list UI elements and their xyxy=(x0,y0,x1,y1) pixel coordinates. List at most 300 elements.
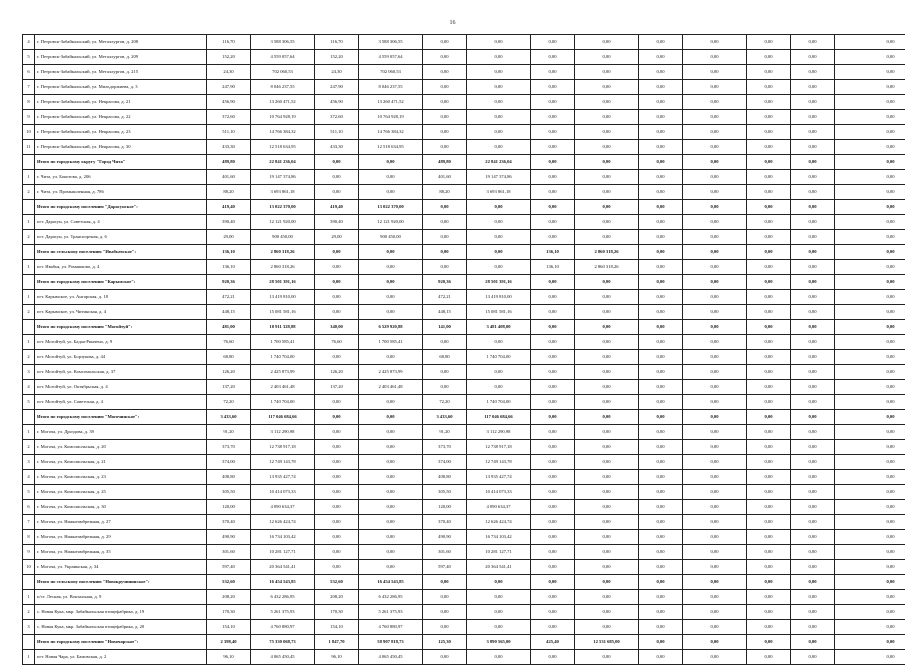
value-cell: 390,40 xyxy=(207,215,251,230)
value-cell: 0,00 xyxy=(423,605,467,620)
value-cell: 0,00 xyxy=(835,500,905,515)
value-cell: 0,00 xyxy=(835,590,905,605)
total-label-cell: Итого по городскому поселению "Могойтуй": xyxy=(35,320,207,335)
row-number-cell: 1 xyxy=(23,335,35,350)
value-cell: 0,00 xyxy=(467,200,531,215)
table-total-row xyxy=(23,635,905,650)
value-cell: 0,00 xyxy=(531,125,575,140)
value-cell: 489,80 xyxy=(207,155,251,170)
value-cell: 0,00 xyxy=(639,290,683,305)
value-cell: 0,00 xyxy=(791,485,835,500)
value-cell: 12 518 634,95 xyxy=(251,140,315,155)
value-cell: 0,00 xyxy=(575,395,639,410)
value-cell: 0,00 xyxy=(747,590,791,605)
value-cell: 24,30 xyxy=(207,65,251,80)
row-number-cell: 1 xyxy=(23,650,35,665)
value-cell: 0,00 xyxy=(835,65,905,80)
value-cell: 0,00 xyxy=(315,455,359,470)
value-cell: 6 432 286,95 xyxy=(359,590,423,605)
value-cell: 0,00 xyxy=(683,140,747,155)
table-total-row xyxy=(23,200,905,215)
value-cell: 0,00 xyxy=(835,290,905,305)
row-number-cell: 6 xyxy=(23,500,35,515)
value-cell: 1 740 704,00 xyxy=(251,395,315,410)
value-cell: 0,00 xyxy=(467,50,531,65)
table-row xyxy=(23,425,905,440)
row-number-cell: 5 xyxy=(23,395,35,410)
value-cell: 116,70 xyxy=(207,35,251,50)
table-row xyxy=(23,395,905,410)
value-cell: 0,00 xyxy=(791,155,835,170)
value-cell: 472,21 xyxy=(423,290,467,305)
value-cell: 0,00 xyxy=(835,485,905,500)
value-cell: 0,00 xyxy=(683,470,747,485)
value-cell: 0,00 xyxy=(683,635,747,650)
value-cell: 4 065 450,45 xyxy=(251,650,315,665)
value-cell: 305,50 xyxy=(423,485,467,500)
table-row xyxy=(23,215,905,230)
value-cell: 0,00 xyxy=(747,545,791,560)
value-cell: 532,60 xyxy=(207,575,251,590)
address-cell: г. Петровск-Забайкальский, ул. Металлургов, д. 209 xyxy=(35,50,207,65)
value-cell: 0,00 xyxy=(575,65,639,80)
value-cell: 0,00 xyxy=(683,260,747,275)
value-cell: 6 529 920,88 xyxy=(359,320,423,335)
value-cell: 136,10 xyxy=(207,260,251,275)
value-cell: 456,90 xyxy=(207,95,251,110)
value-cell: 0,00 xyxy=(467,605,531,620)
address-cell: пгт. Карымское, ул. Ангарская, д. 18 xyxy=(35,290,207,305)
value-cell: 0,00 xyxy=(639,305,683,320)
value-cell: 0,00 xyxy=(315,425,359,440)
value-cell: 0,00 xyxy=(835,140,905,155)
value-cell: 0,00 xyxy=(791,95,835,110)
row-number-cell: 4 xyxy=(23,470,35,485)
value-cell: 0,00 xyxy=(575,125,639,140)
value-cell: 96,10 xyxy=(315,650,359,665)
value-cell: 0,00 xyxy=(747,410,791,425)
value-cell: 0,00 xyxy=(467,35,531,50)
value-cell: 0,00 xyxy=(531,215,575,230)
value-cell: 0,00 xyxy=(791,320,835,335)
value-cell: 0,00 xyxy=(359,425,423,440)
value-cell: 433,30 xyxy=(315,140,359,155)
row-number-cell: 10 xyxy=(23,125,35,140)
value-cell: 372,60 xyxy=(315,110,359,125)
value-cell: 0,00 xyxy=(747,440,791,455)
value-cell: 3 112 290,98 xyxy=(467,425,531,440)
address-cell: г. Петровск-Забайкальский, ул. Металлургов, д. 208 xyxy=(35,35,207,50)
value-cell: 0,00 xyxy=(791,365,835,380)
total-label-cell: Итого по городскому поселению "Дарасунское": xyxy=(35,200,207,215)
value-cell: 4 090 634,37 xyxy=(467,500,531,515)
value-cell: 0,00 xyxy=(747,65,791,80)
table-total-row xyxy=(23,410,905,425)
value-cell: 0,00 xyxy=(315,185,359,200)
value-cell: 0,00 xyxy=(835,650,905,665)
value-cell: 0,00 xyxy=(639,275,683,290)
value-cell: 0,00 xyxy=(683,275,747,290)
value-cell: 0,00 xyxy=(359,470,423,485)
value-cell: 0,00 xyxy=(531,440,575,455)
row-number-cell: 5 xyxy=(23,50,35,65)
value-cell: 0,00 xyxy=(359,410,423,425)
row-number-cell: 3 xyxy=(23,620,35,635)
value-cell: 0,00 xyxy=(639,335,683,350)
value-cell: 0,00 xyxy=(791,185,835,200)
value-cell: 0,00 xyxy=(683,290,747,305)
value-cell: 0,00 xyxy=(639,185,683,200)
value-cell: 0,00 xyxy=(791,515,835,530)
value-cell: 4 559 057,64 xyxy=(359,50,423,65)
value-cell: 0,00 xyxy=(835,380,905,395)
value-cell: 170,30 xyxy=(207,605,251,620)
value-cell: 0,00 xyxy=(835,455,905,470)
value-cell: 91,20 xyxy=(207,425,251,440)
value-cell: 0,00 xyxy=(423,50,467,65)
value-cell: 137,20 xyxy=(207,380,251,395)
table-row xyxy=(23,350,905,365)
table-total-row xyxy=(23,575,905,590)
value-cell: 0,00 xyxy=(639,425,683,440)
value-cell: 0,00 xyxy=(835,365,905,380)
address-cell: пгт. Могойтуй, ул. Октябрьская, д. 4 xyxy=(35,380,207,395)
value-cell: 0,00 xyxy=(747,530,791,545)
value-cell: 29,00 xyxy=(207,230,251,245)
row-number-cell xyxy=(23,200,35,215)
value-cell: 0,00 xyxy=(747,560,791,575)
value-cell: 490,90 xyxy=(423,530,467,545)
value-cell: 12 738 917,18 xyxy=(467,440,531,455)
value-cell: 0,00 xyxy=(639,470,683,485)
value-cell: 0,00 xyxy=(683,50,747,65)
value-cell: 0,00 xyxy=(531,50,575,65)
value-cell: 0,00 xyxy=(747,380,791,395)
value-cell: 0,00 xyxy=(359,500,423,515)
value-cell: 597,40 xyxy=(207,560,251,575)
table-row xyxy=(23,95,905,110)
value-cell: 0,00 xyxy=(639,320,683,335)
table-row xyxy=(23,620,905,635)
value-cell: 0,00 xyxy=(683,500,747,515)
value-cell: 117 046 684,66 xyxy=(251,410,315,425)
value-cell: 12 626 424,74 xyxy=(251,515,315,530)
value-cell: 0,00 xyxy=(531,380,575,395)
table-row xyxy=(23,125,905,140)
value-cell: 0,00 xyxy=(575,440,639,455)
value-cell: 0,00 xyxy=(315,395,359,410)
value-cell: 0,00 xyxy=(359,290,423,305)
table-body xyxy=(23,35,905,665)
value-cell: 1 740 704,00 xyxy=(251,350,315,365)
value-cell: 0,00 xyxy=(683,155,747,170)
row-number-cell: 2 xyxy=(23,230,35,245)
value-cell: 16 454 543,85 xyxy=(251,575,315,590)
value-cell: 28 501 391,16 xyxy=(467,275,531,290)
row-number-cell: 7 xyxy=(23,80,35,95)
value-cell: 0,00 xyxy=(423,260,467,275)
value-cell: 0,00 xyxy=(531,80,575,95)
value-cell: 0,00 xyxy=(791,395,835,410)
address-cell: пгт. Дарасун, ул. Транспортная, д. 6 xyxy=(35,230,207,245)
total-label-cell: Итого по городскому округу "Город Чита" xyxy=(35,155,207,170)
value-cell: 0,00 xyxy=(683,425,747,440)
page-number: 16 xyxy=(0,20,905,26)
value-cell: 0,00 xyxy=(835,275,905,290)
value-cell: 0,00 xyxy=(791,650,835,665)
table-row xyxy=(23,605,905,620)
value-cell: 0,00 xyxy=(575,35,639,50)
row-number-cell: 6 xyxy=(23,65,35,80)
value-cell: 10 414 073,33 xyxy=(251,485,315,500)
value-cell: 0,00 xyxy=(791,125,835,140)
row-number-cell xyxy=(23,155,35,170)
value-cell: 0,00 xyxy=(835,515,905,530)
value-cell: 0,00 xyxy=(747,635,791,650)
value-cell: 1 700 585,41 xyxy=(359,335,423,350)
value-cell: 14 766 384,32 xyxy=(359,125,423,140)
table-row xyxy=(23,380,905,395)
value-cell: 0,00 xyxy=(575,80,639,95)
value-cell: 0,00 xyxy=(683,455,747,470)
value-cell: 0,00 xyxy=(683,575,747,590)
value-cell: 0,00 xyxy=(467,245,531,260)
value-cell: 0,00 xyxy=(791,590,835,605)
address-cell: г. Петровск-Забайкальский, ул. Металлургов, д. 215 xyxy=(35,65,207,80)
value-cell: 0,00 xyxy=(423,65,467,80)
value-cell: 76,60 xyxy=(207,335,251,350)
value-cell: 0,00 xyxy=(791,500,835,515)
value-cell: 0,00 xyxy=(747,290,791,305)
value-cell: 301,60 xyxy=(207,545,251,560)
value-cell: 12 626 424,74 xyxy=(467,515,531,530)
value-cell: 0,00 xyxy=(531,155,575,170)
value-cell: 0,00 xyxy=(683,35,747,50)
address-cell: г. Могоча, ул. Комсомольская, д. 30 xyxy=(35,500,207,515)
table-total-row xyxy=(23,275,905,290)
value-cell: 0,00 xyxy=(531,170,575,185)
value-cell: 374,00 xyxy=(423,455,467,470)
value-cell: 13 260 471,52 xyxy=(359,95,423,110)
value-cell: 0,00 xyxy=(423,35,467,50)
table-row xyxy=(23,110,905,125)
value-cell: 0,00 xyxy=(467,110,531,125)
value-cell: 0,00 xyxy=(747,395,791,410)
value-cell: 2 860 318,26 xyxy=(575,245,639,260)
value-cell: 0,00 xyxy=(575,575,639,590)
value-cell: 0,00 xyxy=(639,140,683,155)
value-cell: 0,00 xyxy=(747,125,791,140)
value-cell: 15 081 581,16 xyxy=(467,305,531,320)
registry-table xyxy=(22,34,905,665)
value-cell: 0,00 xyxy=(835,125,905,140)
value-cell: 6 432 286,95 xyxy=(251,590,315,605)
value-cell: 0,00 xyxy=(683,170,747,185)
value-cell: 0,00 xyxy=(467,380,531,395)
table-row xyxy=(23,260,905,275)
address-cell: г. Могоча, ул. Дроздова, д. 39 xyxy=(35,425,207,440)
value-cell: 0,00 xyxy=(683,230,747,245)
value-cell: 0,00 xyxy=(683,380,747,395)
value-cell: 3 112 290,98 xyxy=(251,425,315,440)
value-cell: 0,00 xyxy=(747,50,791,65)
value-cell: 0,00 xyxy=(575,215,639,230)
value-cell: 0,00 xyxy=(747,110,791,125)
value-cell: 0,00 xyxy=(639,455,683,470)
value-cell: 0,00 xyxy=(683,440,747,455)
value-cell: 247,90 xyxy=(315,80,359,95)
value-cell: 0,00 xyxy=(747,275,791,290)
value-cell: 3 481 408,00 xyxy=(467,320,531,335)
row-number-cell: 1 xyxy=(23,425,35,440)
value-cell: 0,00 xyxy=(315,275,359,290)
value-cell: 0,00 xyxy=(747,425,791,440)
value-cell: 0,00 xyxy=(639,575,683,590)
value-cell: 0,00 xyxy=(835,35,905,50)
value-cell: 702 060,53 xyxy=(251,65,315,80)
value-cell: 0,00 xyxy=(531,290,575,305)
value-cell: 0,00 xyxy=(639,410,683,425)
value-cell: 0,00 xyxy=(467,365,531,380)
value-cell: 0,00 xyxy=(791,545,835,560)
value-cell: 0,00 xyxy=(639,350,683,365)
value-cell: 0,00 xyxy=(835,320,905,335)
value-cell: 0,00 xyxy=(747,155,791,170)
value-cell: 0,00 xyxy=(639,245,683,260)
value-cell: 0,00 xyxy=(747,500,791,515)
value-cell: 511,10 xyxy=(315,125,359,140)
value-cell: 481,00 xyxy=(207,320,251,335)
address-cell: пгт. Новая Чара, ул. Бамовская, д. 2 xyxy=(35,650,207,665)
value-cell: 68,80 xyxy=(207,350,251,365)
value-cell: 0,00 xyxy=(467,590,531,605)
value-cell: 0,00 xyxy=(531,605,575,620)
row-number-cell: 1 xyxy=(23,590,35,605)
row-number-cell: 4 xyxy=(23,380,35,395)
value-cell: 0,00 xyxy=(467,620,531,635)
value-cell: 448,15 xyxy=(207,305,251,320)
value-cell: 0,00 xyxy=(575,560,639,575)
value-cell: 208,20 xyxy=(207,590,251,605)
total-label-cell: Итого по городскому поселению "Карымское": xyxy=(35,275,207,290)
value-cell: 0,00 xyxy=(791,410,835,425)
value-cell: 10 911 328,88 xyxy=(251,320,315,335)
value-cell: 12 121 920,00 xyxy=(359,215,423,230)
value-cell: 0,00 xyxy=(835,575,905,590)
value-cell: 4 559 057,64 xyxy=(251,50,315,65)
value-cell: 0,00 xyxy=(531,395,575,410)
value-cell: 0,00 xyxy=(467,80,531,95)
value-cell: 0,00 xyxy=(835,155,905,170)
value-cell: 16 454 543,85 xyxy=(359,575,423,590)
value-cell: 0,00 xyxy=(575,155,639,170)
value-cell: 374,00 xyxy=(207,455,251,470)
value-cell: 0,00 xyxy=(359,275,423,290)
value-cell: 0,00 xyxy=(791,290,835,305)
value-cell: 3 433,60 xyxy=(423,410,467,425)
value-cell: 0,00 xyxy=(531,305,575,320)
value-cell: 511,10 xyxy=(207,125,251,140)
row-number-cell: 2 xyxy=(23,185,35,200)
value-cell: 0,00 xyxy=(359,260,423,275)
value-cell: 0,00 xyxy=(315,350,359,365)
value-cell: 0,00 xyxy=(359,350,423,365)
table-row xyxy=(23,65,905,80)
value-cell: 0,00 xyxy=(835,80,905,95)
value-cell: 0,00 xyxy=(791,605,835,620)
value-cell: 0,00 xyxy=(575,305,639,320)
value-cell: 0,00 xyxy=(835,50,905,65)
value-cell: 301,60 xyxy=(423,545,467,560)
value-cell: 22 841 236,04 xyxy=(251,155,315,170)
value-cell: 0,00 xyxy=(791,35,835,50)
value-cell: 0,00 xyxy=(359,530,423,545)
value-cell: 12 749 143,78 xyxy=(251,455,315,470)
value-cell: 0,00 xyxy=(791,305,835,320)
value-cell: 702 060,53 xyxy=(359,65,423,80)
value-cell: 0,00 xyxy=(683,185,747,200)
value-cell: 0,00 xyxy=(639,605,683,620)
value-cell: 0,00 xyxy=(315,530,359,545)
row-number-cell: 1 xyxy=(23,170,35,185)
value-cell: 370,40 xyxy=(207,515,251,530)
value-cell: 0,00 xyxy=(467,335,531,350)
row-number-cell: 4 xyxy=(23,35,35,50)
value-cell: 170,30 xyxy=(315,605,359,620)
value-cell: 900 450,00 xyxy=(359,230,423,245)
value-cell: 0,00 xyxy=(531,365,575,380)
value-cell: 0,00 xyxy=(683,320,747,335)
value-cell: 0,00 xyxy=(575,530,639,545)
value-cell: 0,00 xyxy=(575,365,639,380)
value-cell: 0,00 xyxy=(467,125,531,140)
value-cell: 0,00 xyxy=(747,350,791,365)
address-cell: г. Могоча, ул. Комсомольская, д. 21 xyxy=(35,455,207,470)
value-cell: 0,00 xyxy=(639,380,683,395)
value-cell: 0,00 xyxy=(835,530,905,545)
value-cell: 8 046 237,55 xyxy=(359,80,423,95)
value-cell: 0,00 xyxy=(639,95,683,110)
value-cell: 2 398,40 xyxy=(207,635,251,650)
value-cell: 373,70 xyxy=(423,440,467,455)
value-cell: 2 860 318,26 xyxy=(251,260,315,275)
value-cell: 0,00 xyxy=(423,575,467,590)
value-cell: 0,00 xyxy=(359,560,423,575)
value-cell: 0,00 xyxy=(531,455,575,470)
value-cell: 340,00 xyxy=(315,320,359,335)
value-cell: 0,00 xyxy=(639,395,683,410)
value-cell: 0,00 xyxy=(359,515,423,530)
value-cell: 433,30 xyxy=(207,140,251,155)
address-cell: п/ст. Лесная, ул. Вокзальная, д. 9 xyxy=(35,590,207,605)
row-number-cell: 1 xyxy=(23,260,35,275)
value-cell: 0,00 xyxy=(639,50,683,65)
address-cell: пгт. Карымское, ул. Читинская, д. 4 xyxy=(35,305,207,320)
address-cell: с. Новая Кука, мкр. Забайкальская птицефабрика, д. 19 xyxy=(35,605,207,620)
value-cell: 372,60 xyxy=(207,110,251,125)
row-number-cell: 8 xyxy=(23,530,35,545)
value-cell: 0,00 xyxy=(791,560,835,575)
value-cell: 0,00 xyxy=(683,65,747,80)
value-cell: 0,00 xyxy=(531,320,575,335)
value-cell: 0,00 xyxy=(639,200,683,215)
value-cell: 0,00 xyxy=(359,305,423,320)
value-cell: 20 364 541,41 xyxy=(467,560,531,575)
value-cell: 0,00 xyxy=(575,290,639,305)
value-cell: 0,00 xyxy=(747,305,791,320)
value-cell: 0,00 xyxy=(835,410,905,425)
value-cell: 13 935 427,74 xyxy=(467,470,531,485)
